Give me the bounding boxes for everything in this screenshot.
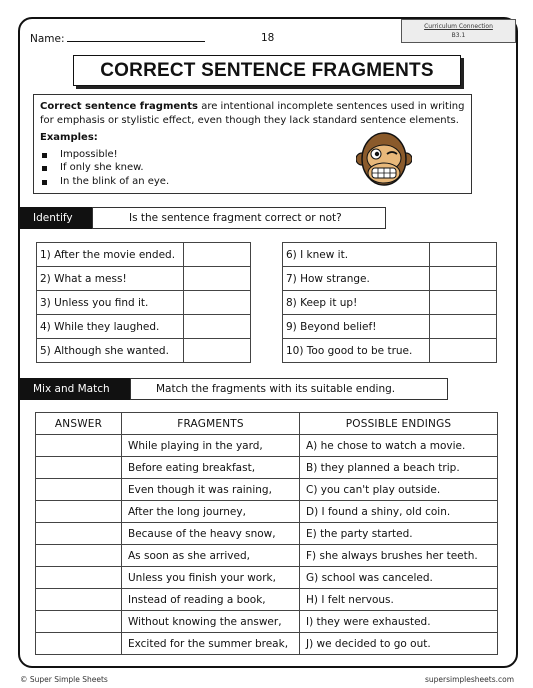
ending-cell: G) school was canceled. — [300, 567, 498, 589]
fragment-cell: Instead of reading a book, — [122, 589, 300, 611]
table-row — [36, 479, 498, 501]
identify-question: 6) I knew it. — [283, 243, 430, 267]
table-row — [283, 267, 497, 291]
answer-cell[interactable] — [36, 457, 122, 479]
identify-question: 5) Although she wanted. — [37, 339, 184, 363]
table-row — [37, 315, 251, 339]
identify-answer-cell[interactable] — [430, 267, 497, 291]
intro-definition-text: are intentional incomplete sentences used in writing for emphasis or stylistic effect, even though they lack standard sentence elements. — [40, 101, 465, 126]
table-row — [36, 567, 498, 589]
ending-cell: D) I found a shiny, old coin. — [300, 501, 498, 523]
table-row — [283, 339, 497, 363]
fragment-cell: Unless you finish your work, — [122, 567, 300, 589]
answer-cell[interactable] — [36, 523, 122, 545]
answer-cell[interactable] — [36, 435, 122, 457]
ending-cell: B) they planned a beach trip. — [300, 457, 498, 479]
example-item: In the blink of an eye. — [40, 175, 465, 189]
table-row — [37, 267, 251, 291]
curriculum-code: B3.1 — [451, 32, 466, 39]
identify-answer-cell[interactable] — [430, 243, 497, 267]
mix-match-table — [35, 412, 498, 655]
example-item: Impossible! — [40, 148, 465, 162]
fragments-column-header: FRAGMENTS — [122, 413, 300, 435]
intro-definition — [40, 100, 470, 127]
table-row — [36, 611, 498, 633]
ending-cell: H) I felt nervous. — [300, 589, 498, 611]
answer-cell[interactable] — [36, 479, 122, 501]
examples-label: Examples: — [40, 132, 98, 143]
table-row — [36, 589, 498, 611]
answer-cell[interactable] — [36, 633, 122, 655]
answer-cell[interactable] — [36, 589, 122, 611]
ending-cell: J) we decided to go out. — [300, 633, 498, 655]
example-item: If only she knew. — [40, 161, 465, 175]
ending-cell: E) the party started. — [300, 523, 498, 545]
identify-question: 8) Keep it up! — [283, 291, 430, 315]
table-row — [283, 291, 497, 315]
table-row — [283, 243, 497, 267]
curriculum-connection-box — [401, 19, 516, 43]
table-row — [36, 633, 498, 655]
ending-cell: C) you can't play outside. — [300, 479, 498, 501]
answer-cell[interactable] — [36, 501, 122, 523]
identify-question: 10) Too good to be true. — [283, 339, 430, 363]
mix-match-label: Mix and Match — [18, 378, 130, 400]
table-row — [36, 435, 498, 457]
table-row — [36, 523, 498, 545]
identify-answer-cell[interactable] — [184, 315, 251, 339]
page-title: CORRECT SENTENCE FRAGMENTS — [73, 55, 461, 86]
winking-monkey-icon — [356, 131, 412, 189]
identify-answer-cell[interactable] — [184, 243, 251, 267]
ending-cell: F) she always brushes her teeth. — [300, 545, 498, 567]
footer-copyright: © Super Simple Sheets — [20, 675, 108, 684]
answer-cell[interactable] — [36, 545, 122, 567]
identify-answer-cell[interactable] — [184, 339, 251, 363]
table-row — [36, 545, 498, 567]
identify-answer-cell[interactable] — [184, 291, 251, 315]
identify-answer-cell[interactable] — [430, 291, 497, 315]
identify-table-right — [282, 242, 497, 363]
fragment-cell: Because of the heavy snow, — [122, 523, 300, 545]
ending-cell: A) he chose to watch a movie. — [300, 435, 498, 457]
identify-section-header — [18, 207, 386, 229]
answer-cell[interactable] — [36, 567, 122, 589]
name-underline[interactable] — [67, 32, 205, 42]
name-field[interactable] — [30, 32, 205, 45]
mix-match-instruction: Match the fragments with its suitable ending. — [130, 378, 448, 400]
identify-label: Identify — [18, 207, 92, 229]
fragment-cell: Without knowing the answer, — [122, 611, 300, 633]
table-row — [36, 457, 498, 479]
name-label: Name: — [30, 33, 65, 45]
identify-question: 9) Beyond belief! — [283, 315, 430, 339]
endings-column-header: POSSIBLE ENDINGS — [300, 413, 498, 435]
curriculum-title: Curriculum Connection — [424, 23, 493, 30]
table-row — [36, 501, 498, 523]
fragment-cell: While playing in the yard, — [122, 435, 300, 457]
footer-site: supersimplesheets.com — [424, 675, 514, 684]
identify-answer-cell[interactable] — [184, 267, 251, 291]
identify-question: 1) After the movie ended. — [37, 243, 184, 267]
table-row — [37, 243, 251, 267]
page-number: 18 — [261, 32, 275, 44]
ending-cell: I) they were exhausted. — [300, 611, 498, 633]
fragment-cell: Before eating breakfast, — [122, 457, 300, 479]
table-row — [37, 291, 251, 315]
mix-match-section-header — [18, 378, 448, 400]
fragment-cell: As soon as she arrived, — [122, 545, 300, 567]
identify-question: 3) Unless you find it. — [37, 291, 184, 315]
fragment-cell: Excited for the summer break, — [122, 633, 300, 655]
answer-column-header: ANSWER — [36, 413, 122, 435]
table-row — [37, 339, 251, 363]
table-row — [283, 315, 497, 339]
fragment-cell: After the long journey, — [122, 501, 300, 523]
fragment-cell: Even though it was raining, — [122, 479, 300, 501]
identify-instruction: Is the sentence fragment correct or not? — [92, 207, 386, 229]
identify-question: 2) What a mess! — [37, 267, 184, 291]
identify-answer-cell[interactable] — [430, 339, 497, 363]
answer-cell[interactable] — [36, 611, 122, 633]
identify-answer-cell[interactable] — [430, 315, 497, 339]
identify-question: 7) How strange. — [283, 267, 430, 291]
identify-table-left — [36, 242, 251, 363]
identify-question: 4) While they laughed. — [37, 315, 184, 339]
table-header-row — [36, 413, 498, 435]
intro-term: Correct sentence fragments — [40, 101, 199, 112]
